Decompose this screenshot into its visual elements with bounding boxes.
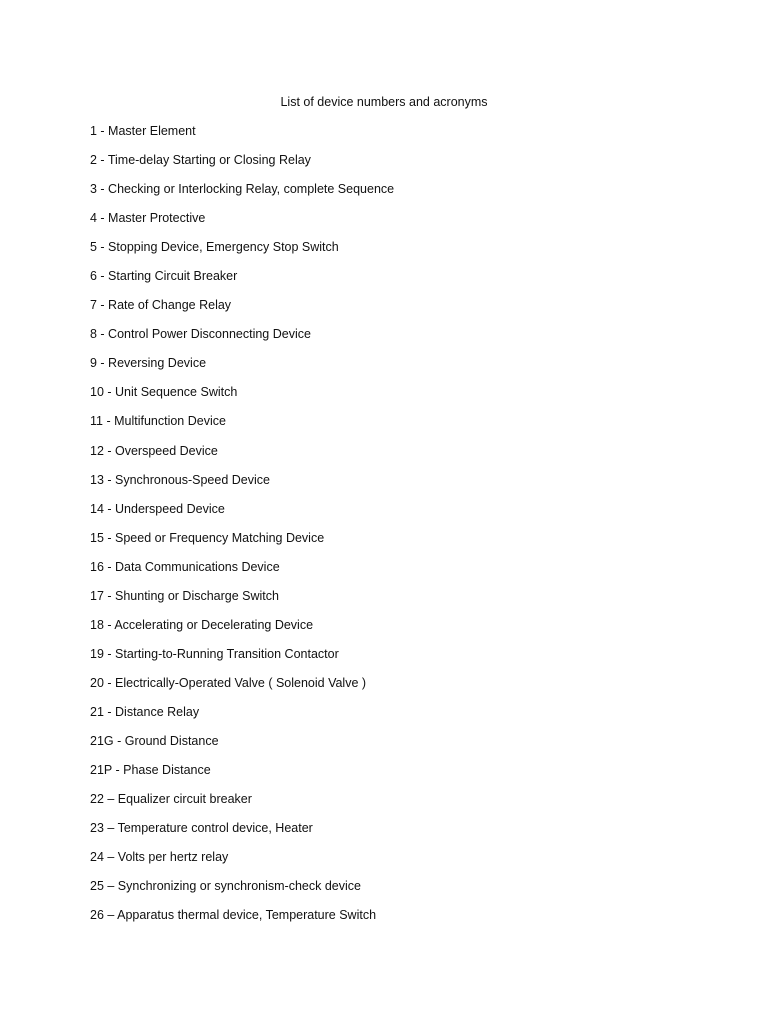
- list-item: 1 - Master Element: [90, 124, 196, 138]
- list-item: 7 - Rate of Change Relay: [90, 298, 232, 313]
- list-item: 20 - Electrically-Operated Valve ( Solenoid Valve ): [90, 675, 367, 690]
- list-item: 11 - Multifunction Device: [90, 414, 226, 429]
- list-item: 14 - Underspeed Device: [90, 501, 225, 516]
- list-item: 3 - Checking or Interlocking Relay, complete Sequence: [90, 182, 395, 197]
- list-item: 24 – Volts per hertz relay: [90, 850, 229, 865]
- list-item: 13 - Synchronous-Speed Device: [90, 472, 270, 487]
- list-item: 22 – Equalizer circuit breaker: [90, 792, 252, 807]
- list-item: 17 - Shunting or Discharge Switch: [90, 588, 279, 603]
- list-item: 5 - Stopping Device, Emergency Stop Switch: [90, 240, 339, 255]
- list-item: 12 - Overspeed Device: [90, 443, 218, 458]
- list-item: 26 – Apparatus thermal device, Temperature Switch: [90, 908, 377, 923]
- list-item: 18 - Accelerating or Decelerating Device: [90, 617, 314, 632]
- list-item: 15 - Speed or Frequency Matching Device: [90, 530, 325, 545]
- list-item: 21G - Ground Distance: [90, 733, 219, 748]
- device-list: [90, 122, 730, 935]
- list-item: 19 - Starting-to-Running Transition Contactor: [90, 646, 339, 661]
- list-item: 23 – Temperature control device, Heater: [90, 821, 313, 836]
- list-item: 4 - Master Protective: [90, 211, 206, 226]
- list-item: 6 - Starting Circuit Breaker: [90, 269, 238, 284]
- list-item: 2 - Time-delay Starting or Closing Relay: [90, 153, 311, 168]
- list-item: 21 - Distance Relay: [90, 704, 200, 719]
- list-item: 21P - Phase Distance: [90, 763, 211, 778]
- list-item: 8 - Control Power Disconnecting Device: [90, 327, 311, 342]
- list-item: 10 - Unit Sequence Switch: [90, 385, 238, 400]
- document-title: List of device numbers and acronyms: [280, 95, 488, 109]
- list-item: 16 - Data Communications Device: [90, 559, 280, 574]
- list-item: 9 - Reversing Device: [90, 356, 207, 371]
- list-item: 25 – Synchronizing or synchronism-check device: [90, 879, 361, 894]
